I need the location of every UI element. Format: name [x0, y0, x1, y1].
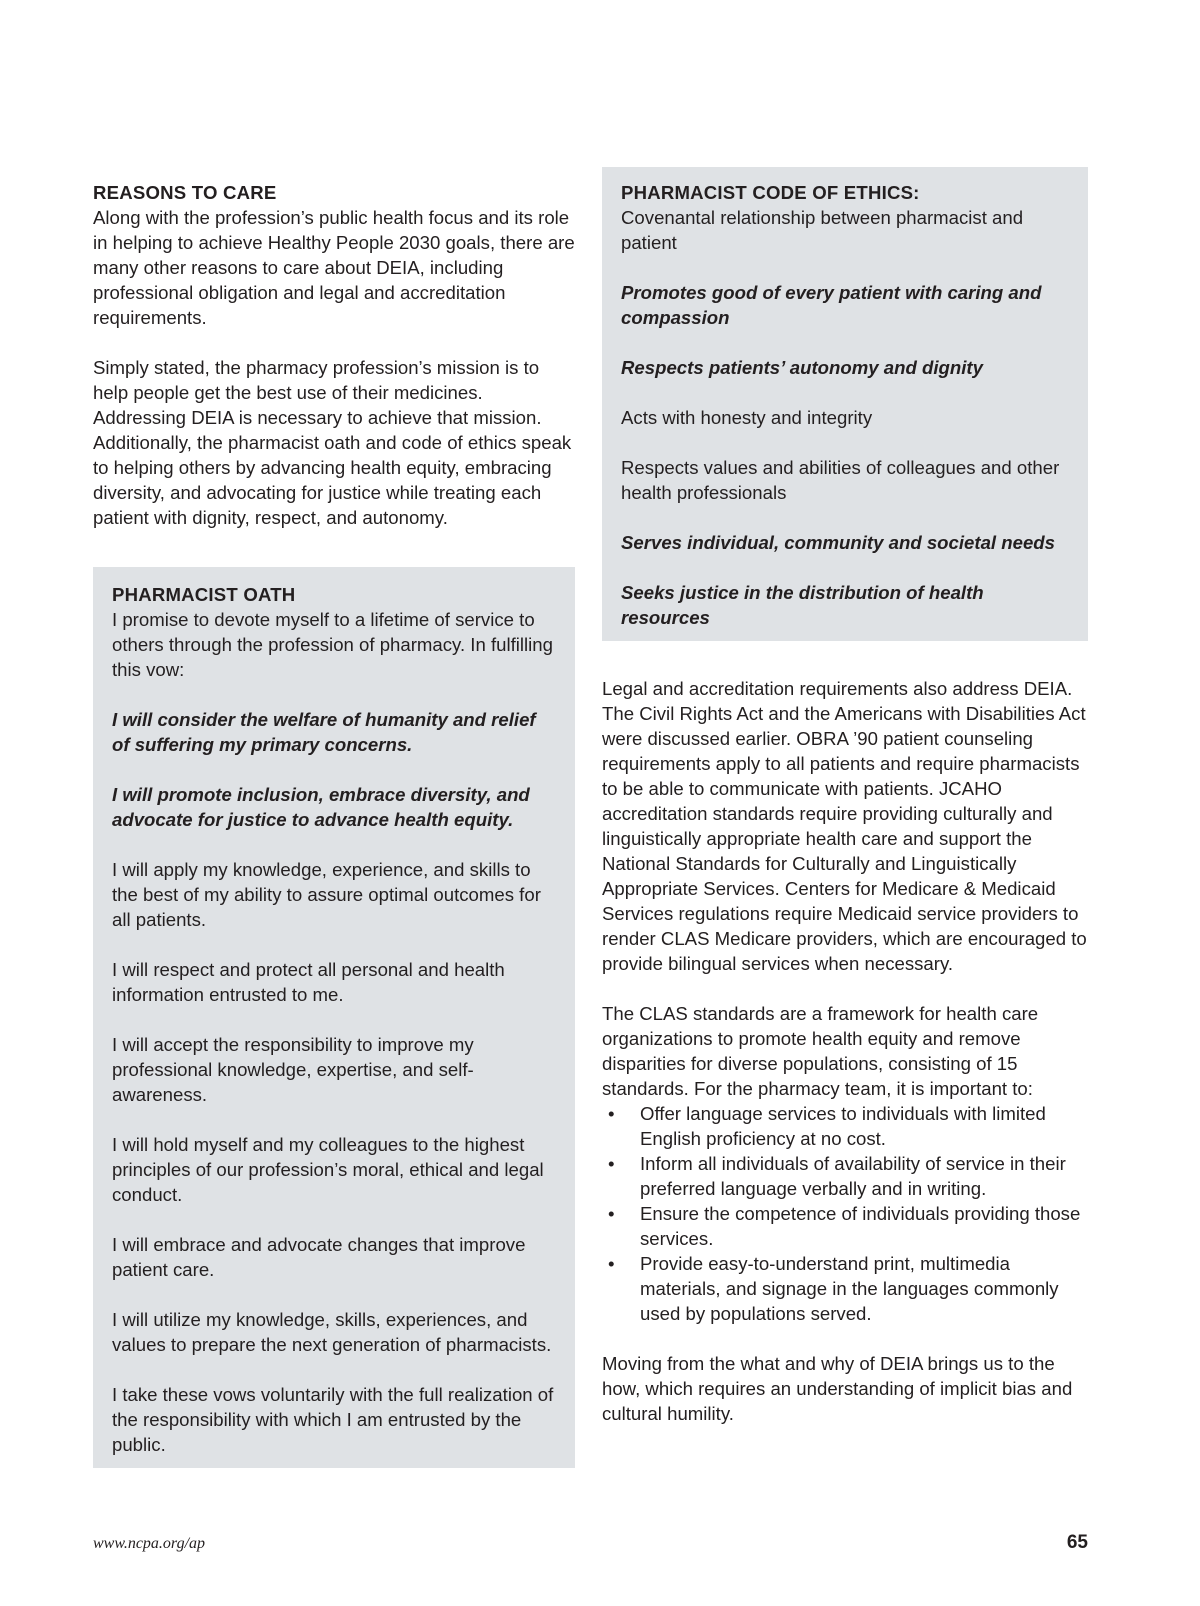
oath-vow: I will promote inclusion, embrace diversity, and advocate for justice to advance health equity. [112, 784, 530, 830]
oath-vow: I will embrace and advocate changes that improve patient care. [112, 1234, 526, 1280]
clas-bullet-list [602, 1101, 1088, 1326]
list-item [602, 1151, 1088, 1201]
ethics-item: Respects values and abilities of colleagues and other health professionals [621, 457, 1060, 503]
bullet-icon: • [608, 1103, 615, 1124]
ethics-item: Acts with honesty and integrity [621, 407, 873, 428]
reasons-paragraph-1: Along with the profession’s public health focus and its role in helping to achieve Healthy People 2030 goals, there are many other reasons to care about DEIA, including professional obligation and legal and accreditation requirements. [93, 207, 575, 328]
right-column [602, 167, 1088, 1426]
closing-paragraph: Moving from the what and why of DEIA brings us to the how, which requires an understanding of implicit bias and cultural humility. [602, 1353, 1073, 1424]
ethics-item: Seeks justice in the distribution of health resources [621, 582, 984, 628]
ethics-item: Serves individual, community and societal needs [621, 532, 1055, 553]
bullet-text: Provide easy-to-understand print, multimedia materials, and signage in the languages commonly used by populations served. [640, 1253, 1059, 1324]
clas-intro: The CLAS standards are a framework for health care organizations to promote health equity and remove disparities for diverse populations, consisting of 15 standards. For the pharmacy team, it is important to: [602, 1003, 1039, 1099]
reasons-paragraph-2: Simply stated, the pharmacy profession’s mission is to help people get the best use of their medicines. Addressing DEIA is necessary to achieve that mission. Additionally, the pharmacist oath and code of ethics speak to helping others by advancing health equity, embracing diversity, and advocating for justice while treating each patient with dignity, respect, and autonomy. [93, 357, 572, 528]
page-number: 65 [1066, 1532, 1088, 1553]
pharmacist-oath-box [93, 567, 575, 1468]
oath-vow: I will hold myself and my colleagues to the highest principles of our profession’s moral, ethical and legal conduct. [112, 1134, 544, 1205]
legal-paragraph: Legal and accreditation requirements also address DEIA. The Civil Rights Act and the Americans with Disabilities Act were discussed earlier. OBRA ’90 patient counseling requirements apply to all patients and require pharmacists to be able to communicate with patients. JCAHO accreditation standards require providing culturally and linguistically appropriate health care and support the National Standards for Culturally and Linguistically Appropriate Services. Centers for Medicare & Medicaid Services regulations require Medicaid service providers to render CLAS Medicare providers, which are encouraged to provide bilingual services when necessary. [602, 678, 1087, 974]
reasons-heading: REASONS TO CARE [93, 182, 277, 203]
oath-heading: PHARMACIST OATH [112, 584, 296, 605]
bullet-text: Ensure the competence of individuals providing those services. [640, 1203, 1081, 1249]
list-item [602, 1251, 1088, 1326]
oath-vow: I will consider the welfare of humanity and relief of suffering my primary concerns. [112, 709, 536, 755]
oath-vow: I will apply my knowledge, experience, and skills to the best of my ability to assure optimal outcomes for all patients. [112, 859, 541, 930]
ethics-heading: PHARMACIST CODE OF ETHICS: [621, 182, 920, 203]
ethics-item: Promotes good of every patient with caring and compassion [621, 282, 1042, 328]
bullet-text: Inform all individuals of availability of service in their preferred language verbally and in writing. [640, 1153, 1066, 1199]
bullet-text: Offer language services to individuals with limited English proficiency at no cost. [640, 1103, 1046, 1149]
left-column [93, 180, 575, 1468]
oath-vow: I will utilize my knowledge, skills, experiences, and values to prepare the next generation of pharmacists. [112, 1309, 552, 1355]
bullet-icon: • [608, 1203, 615, 1224]
list-item [602, 1101, 1088, 1151]
ethics-item: Respects patients’ autonomy and dignity [621, 357, 983, 378]
bullet-icon: • [608, 1253, 615, 1274]
oath-vow: I take these vows voluntarily with the full realization of the responsibility with which I am entrusted by the public. [112, 1384, 554, 1455]
oath-vow: I will accept the responsibility to improve my professional knowledge, expertise, and self-awareness. [112, 1034, 474, 1105]
oath-vow: I will respect and protect all personal and health information entrusted to me. [112, 959, 505, 1005]
list-item [602, 1201, 1088, 1251]
ethics-item: Covenantal relationship between pharmacist and patient [621, 207, 1024, 253]
bullet-icon: • [608, 1153, 615, 1174]
footer-url: www.ncpa.org/ap [93, 1535, 206, 1552]
code-of-ethics-box [602, 167, 1088, 641]
oath-intro: I promise to devote myself to a lifetime of service to others through the profession of pharmacy. In fulfilling this vow: [112, 609, 553, 680]
